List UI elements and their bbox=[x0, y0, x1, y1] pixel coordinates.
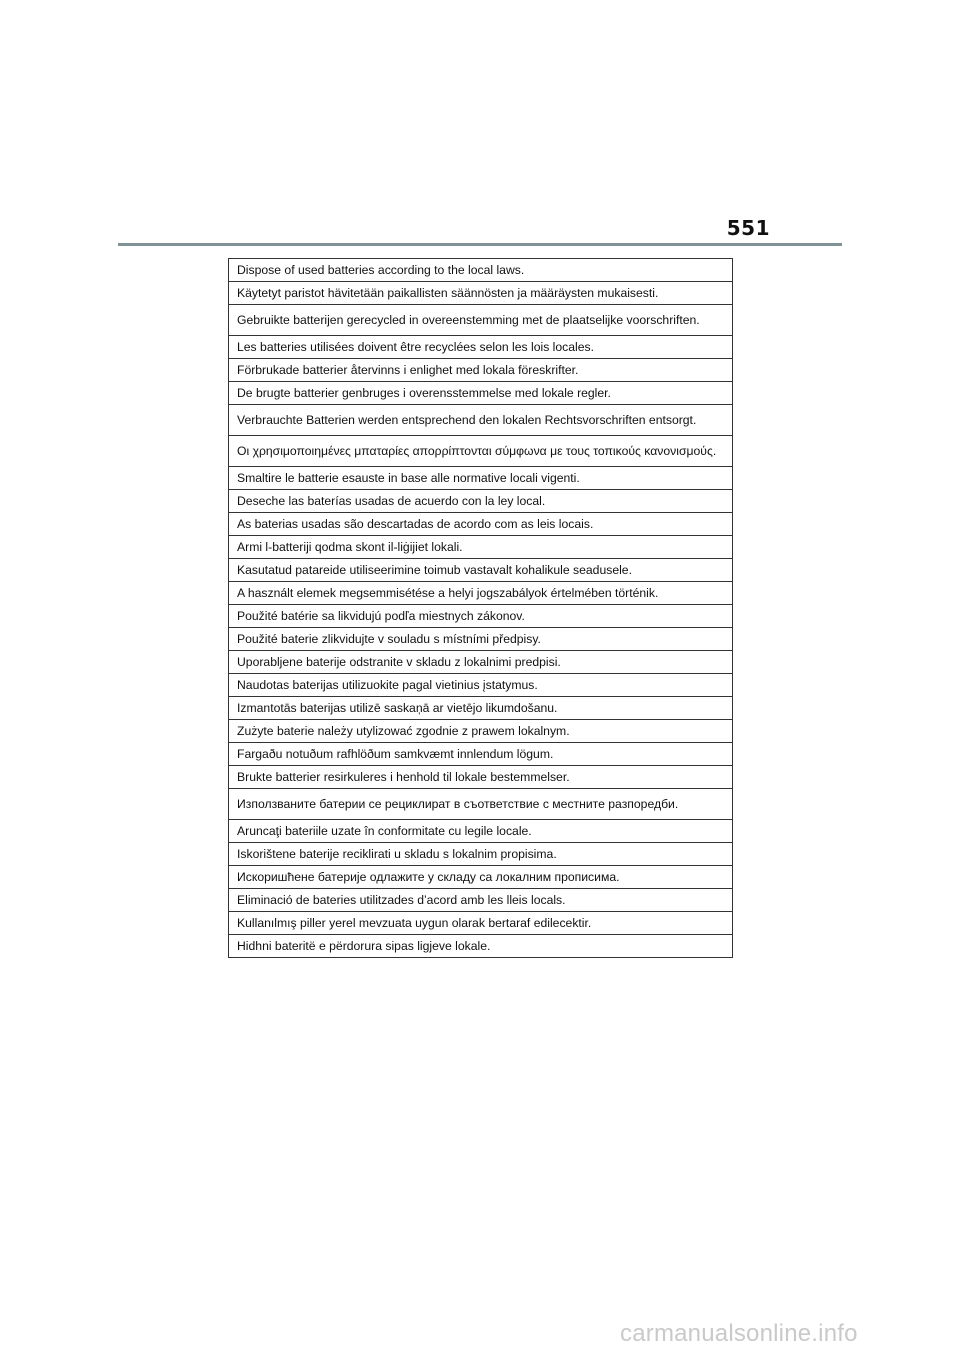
table-row bbox=[229, 436, 733, 467]
table-row bbox=[229, 605, 733, 628]
statement-cell: Použité baterie zlikvidujte v souladu s místními předpisy. bbox=[229, 628, 733, 651]
statement-cell: Gebruikte batterijen gerecycled in overeenstemming met de plaatselijke voorschriften. bbox=[229, 305, 733, 336]
table-row bbox=[229, 405, 733, 436]
statement-cell: Les batteries utilisées doivent être recyclées selon les lois locales. bbox=[229, 336, 733, 359]
statement-cell: Zużyte baterie należy utylizować zgodnie z prawem lokalnym. bbox=[229, 720, 733, 743]
table-row bbox=[229, 536, 733, 559]
statement-cell: Dispose of used batteries according to the local laws. bbox=[229, 259, 733, 282]
statement-cell: Iskorištene baterije reciklirati u skladu s lokalnim propisima. bbox=[229, 843, 733, 866]
statement-cell: Deseche las baterías usadas de acuerdo con la ley local. bbox=[229, 490, 733, 513]
table-row bbox=[229, 582, 733, 605]
battery-disposal-table bbox=[228, 258, 733, 958]
statement-cell: Käytetyt paristot hävitetään paikallisten säännösten ja määräysten mukaisesti. bbox=[229, 282, 733, 305]
statement-cell: A használt elemek megsemmisétése a helyi jogszabályok értelmében történik. bbox=[229, 582, 733, 605]
statement-cell: Naudotas baterijas utilizuokite pagal vietinius įstatymus. bbox=[229, 674, 733, 697]
statement-cell: Izmantotās baterijas utilizē saskaņā ar vietējo likumdošanu. bbox=[229, 697, 733, 720]
statement-cell: As baterias usadas são descartadas de acordo com as leis locais. bbox=[229, 513, 733, 536]
table-row bbox=[229, 935, 733, 958]
statement-cell: Uporabljene baterije odstranite v skladu z lokalnimi predpisi. bbox=[229, 651, 733, 674]
statement-cell: Förbrukade batterier återvinns i enlighet med lokala föreskrifter. bbox=[229, 359, 733, 382]
table-row bbox=[229, 789, 733, 820]
statement-cell: Използваните батерии се рециклират в съответствие с местните разпоредби. bbox=[229, 789, 733, 820]
table-row bbox=[229, 382, 733, 405]
table-row bbox=[229, 843, 733, 866]
table-row bbox=[229, 820, 733, 843]
table-row bbox=[229, 697, 733, 720]
table-row bbox=[229, 305, 733, 336]
statement-cell: Hidhni bateritë e përdorura sipas ligjeve lokale. bbox=[229, 935, 733, 958]
statement-cell: Armi l-batteriji qodma skont il-liġijiet lokali. bbox=[229, 536, 733, 559]
table-row bbox=[229, 651, 733, 674]
statement-cell: Kasutatud patareide utiliseerimine toimub vastavalt kohalikule seadusele. bbox=[229, 559, 733, 582]
page-number: 551 bbox=[726, 216, 770, 240]
statement-cell: Smaltire le batterie esauste in base alle normative locali vigenti. bbox=[229, 467, 733, 490]
table-row bbox=[229, 743, 733, 766]
statement-cell: Aruncaţi bateriile uzate în conformitate cu legile locale. bbox=[229, 820, 733, 843]
table-row bbox=[229, 766, 733, 789]
statement-cell: Eliminació de bateries utilitzades d’acord amb les lleis locals. bbox=[229, 889, 733, 912]
header-rule bbox=[118, 243, 842, 246]
table-row bbox=[229, 720, 733, 743]
table-row bbox=[229, 866, 733, 889]
table-row bbox=[229, 467, 733, 490]
table-row bbox=[229, 336, 733, 359]
statement-cell: Искоришћене батерије одлажите у складу са локалним прописима. bbox=[229, 866, 733, 889]
table-row bbox=[229, 259, 733, 282]
table-row bbox=[229, 359, 733, 382]
table-row bbox=[229, 490, 733, 513]
statement-cell: Οι χρησιμοποιημένες μπαταρίες απορρίπτονται σύμφωνα με τους τοπικούς κανονισμούς. bbox=[229, 436, 733, 467]
table-row bbox=[229, 889, 733, 912]
statement-cell: Brukte batterier resirkuleres i henhold til lokale bestemmelser. bbox=[229, 766, 733, 789]
statement-cell: Verbrauchte Batterien werden entsprechend den lokalen Rechtsvorschriften entsorgt. bbox=[229, 405, 733, 436]
watermark-text: carmanualsonline.info bbox=[620, 1320, 858, 1347]
statement-cell: Kullanılmış piller yerel mevzuata uygun olarak bertaraf edilecektir. bbox=[229, 912, 733, 935]
table-row bbox=[229, 282, 733, 305]
table-row bbox=[229, 628, 733, 651]
table-row bbox=[229, 513, 733, 536]
table-row bbox=[229, 674, 733, 697]
statement-cell: Použité batérie sa likvidujú podľa miestnych zákonov. bbox=[229, 605, 733, 628]
statement-cell: Fargaðu notuðum rafhlöðum samkvæmt innlendum lögum. bbox=[229, 743, 733, 766]
table-row bbox=[229, 912, 733, 935]
table-row bbox=[229, 559, 733, 582]
statement-cell: De brugte batterier genbruges i overensstemmelse med lokale regler. bbox=[229, 382, 733, 405]
